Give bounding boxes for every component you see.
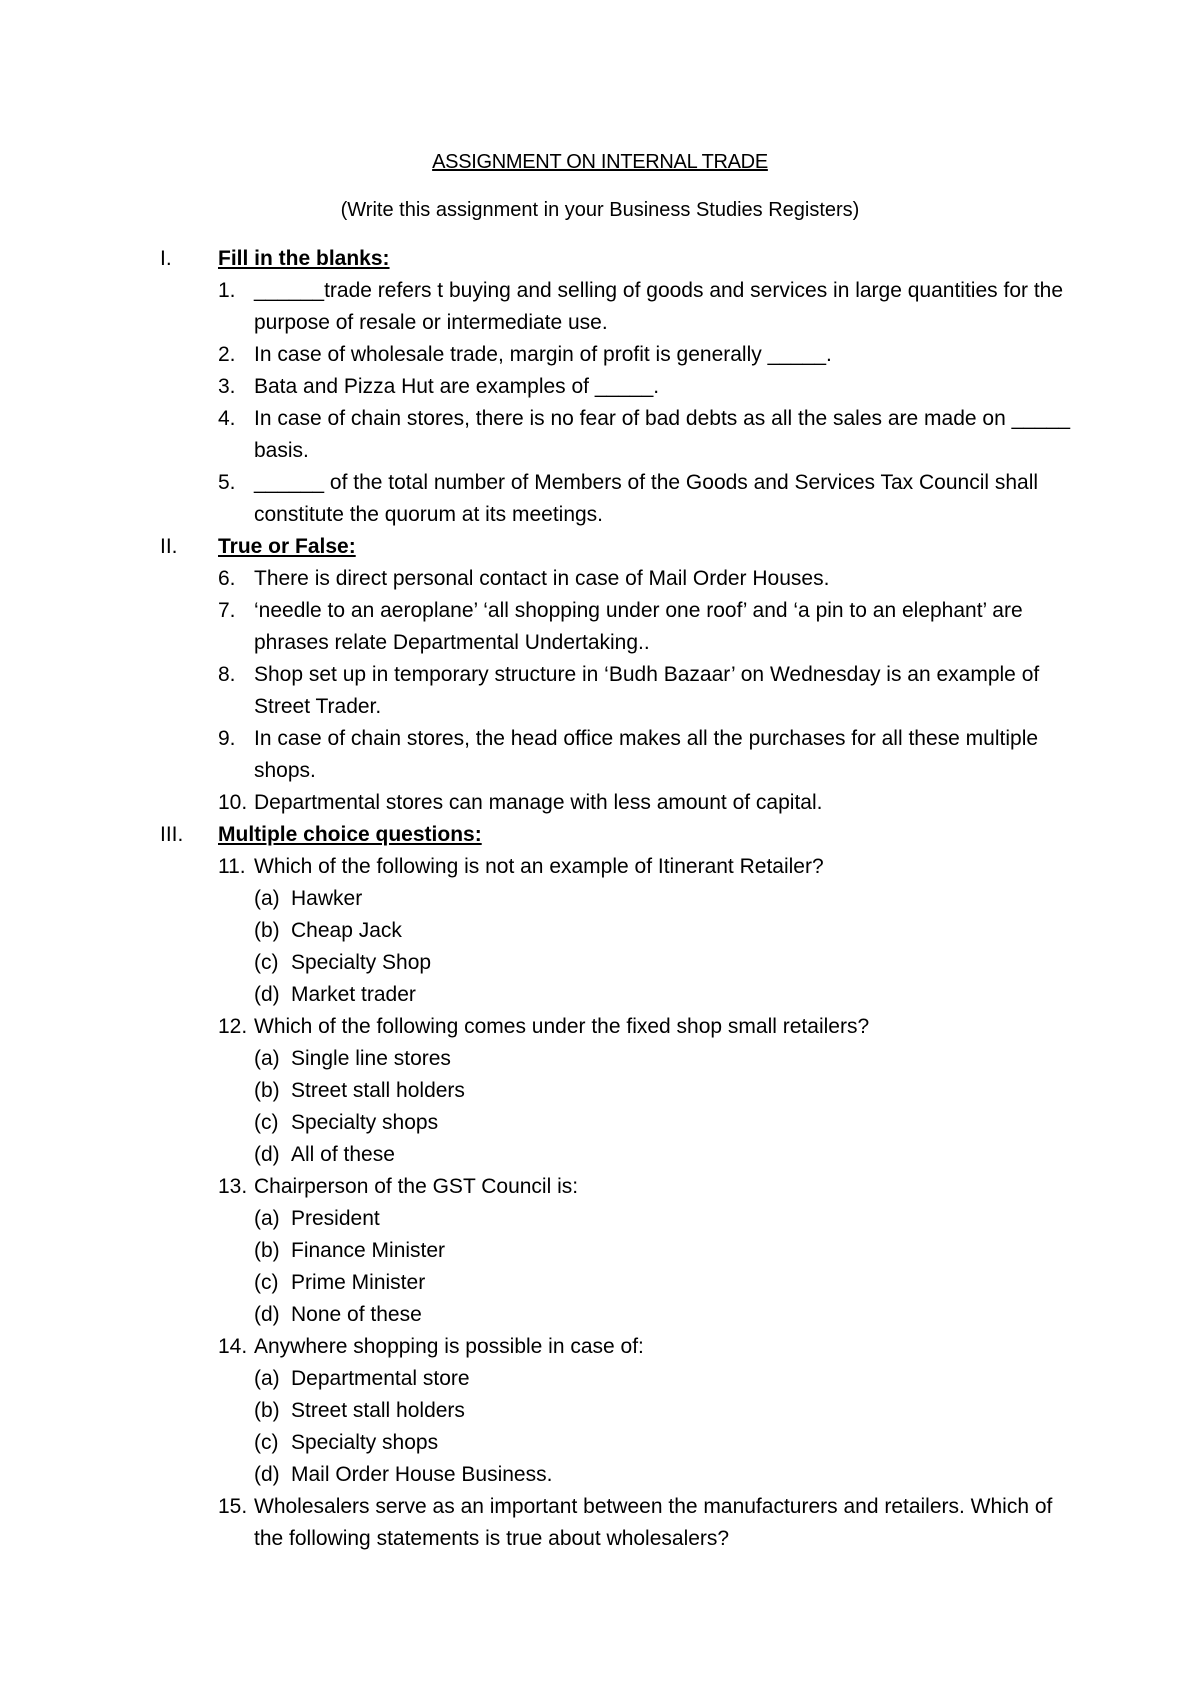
section-numeral: III. — [160, 823, 184, 846]
item-text: In case of wholesale trade, margin of profit is generally _____. — [254, 343, 832, 366]
section-heading — [0, 819, 1200, 851]
option-label: (a) — [254, 1207, 280, 1230]
list-item — [0, 659, 1074, 723]
question-text: Which of the following is not an example of Itinerant Retailer? — [254, 855, 824, 878]
option-text: Specialty shops — [291, 1111, 439, 1134]
item-number: 2. — [218, 343, 236, 366]
option-text: Specialty Shop — [291, 951, 432, 974]
question-number: 15. — [218, 1495, 248, 1518]
item-text: There is direct personal contact in case of Mail Order Houses. — [254, 567, 830, 590]
item-text: Departmental stores can manage with less amount of capital. — [254, 791, 823, 814]
answer-option — [0, 1107, 1200, 1139]
option-label: (a) — [254, 1367, 280, 1390]
question — [0, 1011, 1074, 1043]
answer-option — [0, 1139, 1200, 1171]
answer-option — [0, 1043, 1200, 1075]
option-label: (d) — [254, 1463, 280, 1486]
question-number: 12. — [218, 1015, 248, 1038]
option-text: Finance Minister — [291, 1239, 446, 1262]
option-label: (d) — [254, 1143, 280, 1166]
list-item — [0, 723, 1074, 787]
section-title: Multiple choice questions: — [218, 823, 482, 846]
option-label: (c) — [254, 1431, 279, 1454]
option-text: Hawker — [291, 887, 363, 910]
answer-option — [0, 1267, 1200, 1299]
question-text: Chairperson of the GST Council is: — [254, 1175, 579, 1198]
section-numeral: I. — [160, 247, 172, 270]
item-text: In case of chain stores, the head office makes all the purchases for all these multiple shops. — [254, 727, 1039, 782]
item-number: 8. — [218, 663, 236, 686]
section-title: Fill in the blanks: — [218, 247, 390, 270]
question — [0, 1171, 1074, 1203]
option-label: (c) — [254, 951, 279, 974]
section-numeral: II. — [160, 535, 178, 558]
option-text: None of these — [291, 1303, 422, 1326]
question-number: 11. — [218, 855, 246, 878]
answer-option — [0, 1459, 1200, 1491]
option-text: Departmental store — [291, 1367, 470, 1390]
answer-option — [0, 1427, 1200, 1459]
section-heading — [0, 531, 1200, 563]
option-label: (a) — [254, 887, 280, 910]
item-number: 1. — [218, 279, 236, 302]
answer-option — [0, 1203, 1200, 1235]
option-text: All of these — [291, 1143, 395, 1166]
question-number: 14. — [218, 1335, 248, 1358]
option-label: (b) — [254, 1399, 280, 1422]
assignment-content — [0, 243, 1200, 1555]
answer-option — [0, 883, 1200, 915]
question-number: 13. — [218, 1175, 248, 1198]
item-number: 4. — [218, 407, 236, 430]
item-number: 6. — [218, 567, 236, 590]
item-number: 5. — [218, 471, 236, 494]
list-item — [0, 787, 1074, 819]
option-text: Prime Minister — [291, 1271, 426, 1294]
answer-option — [0, 947, 1200, 979]
answer-option — [0, 915, 1200, 947]
list-item — [0, 563, 1074, 595]
option-label: (d) — [254, 1303, 280, 1326]
option-text: Street stall holders — [291, 1399, 465, 1422]
option-text: Cheap Jack — [291, 919, 402, 942]
item-text: Bata and Pizza Hut are examples of _____. — [254, 375, 660, 398]
list-item — [0, 403, 1074, 467]
option-text: Market trader — [291, 983, 416, 1006]
option-label: (b) — [254, 1239, 280, 1262]
option-text: Single line stores — [291, 1047, 451, 1070]
list-item — [0, 467, 1074, 531]
list-item — [0, 595, 1074, 659]
item-text: ______ of the total number of Members of the Goods and Services Tax Council shall constitute the quorum at its meetings. — [254, 471, 1039, 526]
answer-option — [0, 1363, 1200, 1395]
item-number: 9. — [218, 727, 236, 750]
question — [0, 1491, 1074, 1555]
list-item — [0, 339, 1074, 371]
question-text: Anywhere shopping is possible in case of: — [254, 1335, 644, 1358]
item-text: ‘needle to an aeroplane’ ‘all shopping under one roof’ and ‘a pin to an elephant’ are phrases relate Departmental Undertaking.. — [254, 599, 1023, 654]
item-number: 7. — [218, 599, 236, 622]
option-label: (b) — [254, 1079, 280, 1102]
item-text: Shop set up in temporary structure in ‘Budh Bazaar’ on Wednesday is an example of Street Trader. — [254, 663, 1040, 718]
option-text: Mail Order House Business. — [291, 1463, 553, 1486]
section-heading — [0, 243, 1200, 275]
item-number: 3. — [218, 375, 236, 398]
option-text: Specialty shops — [291, 1431, 439, 1454]
question — [0, 851, 1074, 883]
question — [0, 1331, 1074, 1363]
option-label: (b) — [254, 919, 280, 942]
option-label: (c) — [254, 1271, 279, 1294]
answer-option — [0, 1235, 1200, 1267]
option-label: (a) — [254, 1047, 280, 1070]
section-title: True or False: — [218, 535, 356, 558]
list-item — [0, 371, 1074, 403]
item-text: ______trade refers t buying and selling of goods and services in large quantities for the purpose of resale or intermediate use. — [254, 279, 1064, 334]
answer-option — [0, 1299, 1200, 1331]
option-text: Street stall holders — [291, 1079, 465, 1102]
option-label: (c) — [254, 1111, 279, 1134]
option-text: President — [291, 1207, 380, 1230]
option-label: (d) — [254, 983, 280, 1006]
item-text: In case of chain stores, there is no fear of bad debts as all the sales are made on _____ basis. — [254, 407, 1071, 462]
question-text: Wholesalers serve as an important between the manufacturers and retailers. Which of the following statements is true about wholesalers? — [254, 1495, 1053, 1550]
answer-option — [0, 979, 1200, 1011]
answer-option — [0, 1395, 1200, 1427]
answer-option — [0, 1075, 1200, 1107]
question-text: Which of the following comes under the fixed shop small retailers? — [254, 1015, 870, 1038]
item-number: 10. — [218, 791, 248, 814]
page-subtitle: (Write this assignment in your Business Studies Registers) — [340, 199, 860, 221]
page-title: ASSIGNMENT ON INTERNAL TRADE — [432, 151, 768, 173]
list-item — [0, 275, 1074, 339]
